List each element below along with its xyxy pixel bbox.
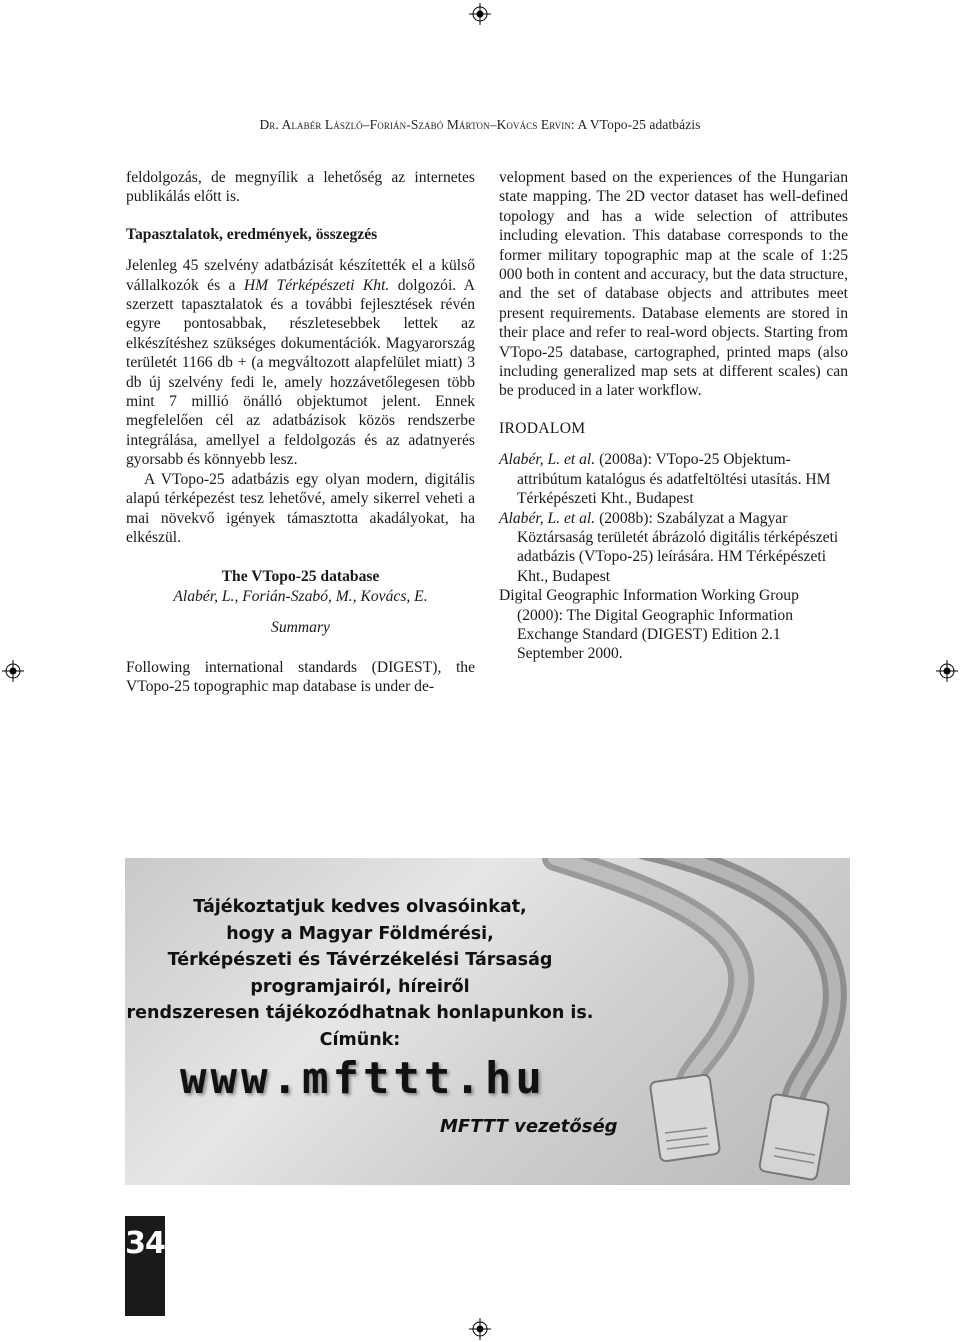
- intro-paragraph: feldolgozás, de megnyílik a lehetőség az internetes publikálás előtt is.: [126, 169, 475, 206]
- advertisement-line: Tájékoztatjuk kedves olvasóinkat,: [193, 897, 527, 917]
- registration-mark-icon: [2, 660, 24, 682]
- reference-text: (2008a): VTopo-25 Objektum-attribútum katalógus és adatfeltöltési utasítás. HM Térképészeti Kht., Budapest: [517, 451, 831, 508]
- registration-mark-icon: [469, 3, 491, 25]
- advertisement-line: programjairól, híreiről: [250, 976, 470, 997]
- reference-item: [499, 509, 848, 587]
- advertisement-line: hogy a Magyar Földmérési,: [226, 923, 494, 944]
- english-title: The VTopo-25 database: [221, 568, 380, 586]
- running-head-prefix: Dr.: [259, 117, 282, 132]
- registration-mark-icon: [936, 660, 958, 682]
- section-heading: Tapasztalatok, eredmények, összegzés: [126, 225, 378, 243]
- running-head-authors: Alabér László–Forián-Szabó Márton–Kovács Ervin: [281, 117, 571, 132]
- left-column: [126, 168, 475, 696]
- paragraph-1-italic: HM Térképészeti Kht.: [243, 276, 390, 294]
- paragraph-1: [126, 256, 475, 469]
- reference-item: [499, 450, 848, 508]
- summary-paragraph-start: Following international standards (DIGEST), the VTopo-25 topographic map database is under de-: [126, 658, 475, 695]
- references-list: [499, 450, 848, 663]
- reference-text: (2008b): Szabályzat a Magyar Köztársaság területét ábrázoló digitális térképészeti adatbázis (VTopo-25) leírására. HM Térképészeti Kht., Budapest: [517, 509, 839, 585]
- summary-paragraph-continued: velopment based on the experiences of the Hungarian state mapping. The 2D vector dataset has well-defined topology and has a wide selection of attributes including elevation. This database corresponds to the former military topographic map at the scale of 1:25 000 both in content and accuracy, but the data structure, and the set of database objects and attributes meet present requirements. Database elements are stored in their place and refer to real-word objects. Starting from VTopo-25 database, cartographed, printed maps (also including generalized map sets at different scales) can be produced in a later workflow.: [499, 169, 848, 400]
- running-head-title: : A VTopo-25 adatbázis: [570, 117, 701, 132]
- reference-text: Digital Geographic Information Working Group (2000): The Digital Geographic Information Exchange Standard (DIGEST) Edition 2.1 September 2000.: [499, 587, 799, 663]
- registration-mark-icon: [469, 1318, 491, 1340]
- advertisement-line: Címünk:: [319, 1029, 401, 1050]
- references-heading: IRODALOM: [499, 419, 586, 437]
- advertisement-signature: MFTTT vezetőség: [440, 1116, 618, 1137]
- right-column: [499, 168, 848, 664]
- paragraph-1-end: dolgozói. A szerzett tapasztalatok és a további fejlesztések révén egyre pontosabbak, részletesebbek lettek az elkészítéshez szükséges dokumentációk. Magyarország területét 1166 db + (a megváltozott alapfelület miatt) 3 db új szelvény fedi le, amely hozzávetőlegesen több mint 7 millió önálló objektumot jelent. Ennek megfelelően cél az adatbázisok közös rendszerbe integrálása, amellyel a feldolgozás és az adatnyerés gyorsabb és könnyebb lesz.: [126, 276, 475, 469]
- advertisement-banner: [125, 858, 850, 1185]
- summary-label: Summary: [271, 619, 330, 637]
- advertisement-line: rendszeresen tájékozódhatnak honlapunkon is.: [126, 1003, 594, 1023]
- english-authors: Alabér, L., Forián-Szabó, M., Kovács, E.: [173, 587, 428, 605]
- reference-author: Alabér, L. et al.: [499, 451, 596, 469]
- advertisement-text: [125, 894, 595, 1053]
- paragraph-2: A VTopo-25 adatbázis egy olyan modern, digitális alapú térképezést tesz lehetővé, amely sikerrel veheti a mai növekvő igények támasztotta akadályokat, ha elkészül.: [126, 470, 475, 546]
- paragraph-1-start: Jelenleg 45 szelvény adatbázisát készítették el a külső vállalkozók és a: [126, 257, 475, 294]
- running-head: [0, 117, 960, 133]
- reference-item: [499, 586, 848, 664]
- advertisement-line: Térképészeti és Távérzékelési Társaság: [167, 950, 553, 970]
- website-url: www.mfttt.hu: [180, 1053, 546, 1104]
- page-number: 34: [125, 1226, 165, 1261]
- reference-author: Alabér, L. et al.: [499, 509, 596, 527]
